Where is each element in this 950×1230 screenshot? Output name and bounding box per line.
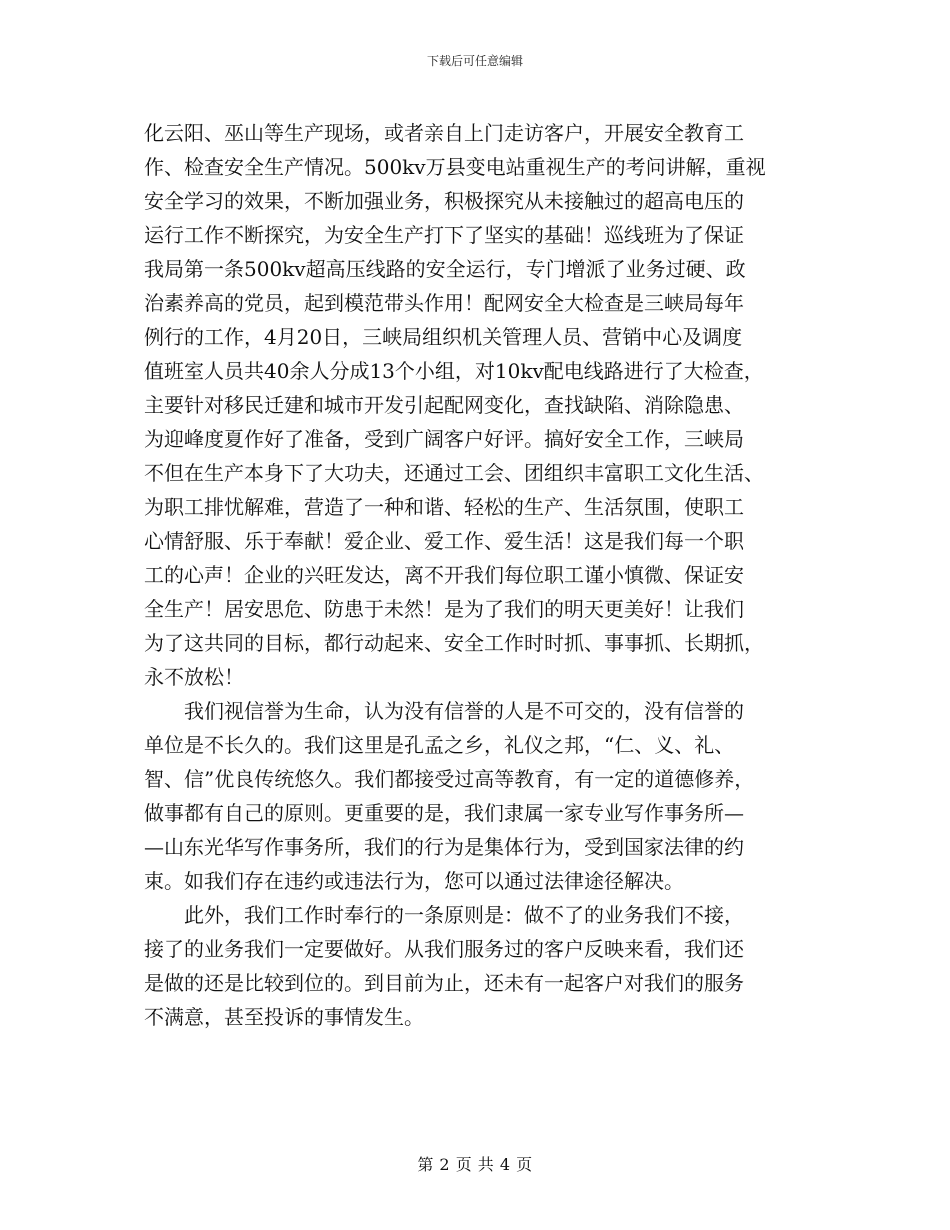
text-line: 治素养高的党员，起到模范带头作用！配网安全大检查是三峡局每年	[144, 291, 744, 315]
text-line: 全生产！居安思危、防患于未然！是为了我们的明天更美好！让我们	[144, 597, 744, 621]
text-line: 不但在生产本身下了大功夫，还通过工会、团组织丰富职工文化生活、	[144, 461, 764, 485]
text-line: 为职工排忧解难，营造了一种和谐、轻松的生产、生活氛围，使职工	[144, 495, 744, 519]
text-line: 为了这共同的目标，都行动起来、安全工作时时抓、事事抓、长期抓，	[144, 631, 764, 655]
text-line: 束。如我们存在违约或违法行为，您可以通过法律途径解决。	[144, 869, 684, 893]
text-line: 例行的工作，4月20日，三峡局组织机关管理人员、营销中心及调度	[144, 325, 743, 349]
text-line: 为迎峰度夏作好了准备，受到广阔客户好评。搞好安全工作，三峡局	[144, 427, 744, 451]
text-line: 主要针对移民迁建和城市开发引起配网变化，查找缺陷、消除隐患、	[144, 393, 744, 417]
page-header: 下载后可任意编辑	[426, 54, 523, 68]
text-line: 不满意，甚至投诉的事情发生。	[144, 1005, 424, 1029]
text-line: 安全学习的效果，不断加强业务，积极探究从未接触过的超高电压的	[144, 189, 744, 213]
text-line: 化云阳、巫山等生产现场，或者亲自上门走访客户，开展安全教育工	[144, 121, 744, 145]
text-line: 运行工作不断探究，为安全生产打下了坚实的基础！巡线班为了保证	[144, 223, 744, 247]
text-line: —山东光华写作事务所，我们的行为是集体行为，受到国家法律的约	[144, 835, 744, 859]
paragraph-3	[144, 898, 810, 1034]
text-line: 心情舒服、乐于奉献！爱企业、爱工作、爱生活！这是我们每一个职	[144, 529, 744, 553]
text-line: 此外，我们工作时奉行的一条原则是：做不了的业务我们不接，	[184, 903, 744, 927]
page-number-footer: 第 2 页 共 4 页	[417, 1155, 533, 1174]
text-line: 值班室人员共40余人分成13个小组，对10kv配电线路进行了大检查，	[144, 359, 764, 383]
text-line: 接了的业务我们一定要做好。从我们服务过的客户反映来看，我们还	[144, 937, 744, 961]
text-line: 我们视信誉为生命，认为没有信誉的人是不可交的，没有信誉的	[184, 699, 744, 723]
text-line: 单位是不长久的。我们这里是孔孟之乡，礼仪之邦，“仁、义、礼、	[144, 733, 735, 757]
text-line: 作、检查安全生产情况。500kv万县变电站重视生产的考问讲解，重视	[144, 155, 766, 179]
document-body	[144, 116, 810, 1034]
text-line: 我局第一条500kv超高压线路的安全运行，专门增派了业务过硬、政	[144, 257, 746, 281]
text-line: 智、信”优良传统悠久。我们都接受过高等教育，有一定的道德修养，	[144, 767, 755, 791]
paragraph-1	[144, 116, 810, 694]
text-line: 做事都有自己的原则。更重要的是，我们隶属一家专业写作事务所—	[144, 801, 744, 825]
text-line: 永不放松！	[144, 665, 244, 689]
text-line: 是做的还是比较到位的。到目前为止，还未有一起客户对我们的服务	[144, 971, 744, 995]
text-line: 工的心声！企业的兴旺发达，离不开我们每位职工谨小慎微、保证安	[144, 563, 744, 587]
paragraph-2	[144, 694, 810, 898]
